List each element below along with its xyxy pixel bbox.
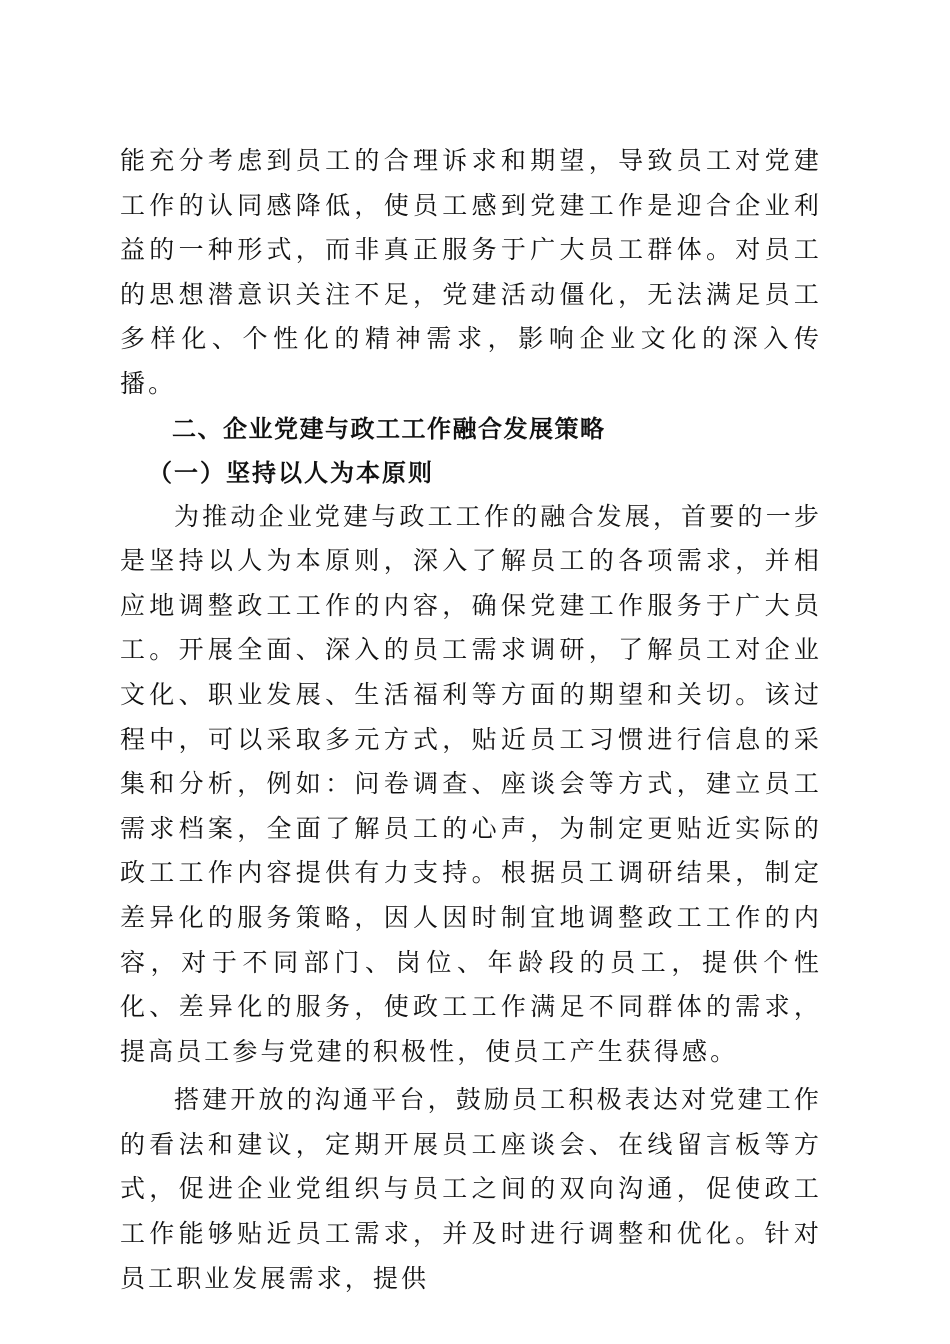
- body-paragraph-continued: 能充分考虑到员工的合理诉求和期望，导致员工对党建工作的认同感降低，使员工感到党建工作是迎合企业利益的一种形式，而非真正服务于广大员工群体。对员工的思想潜意识关注不足，党建活动僵化，无法满足员工多样化、个性化的精神需求，影响企业文化的深入传播。: [120, 146, 822, 398]
- body-paragraph: 为推动企业党建与政工工作的融合发展，首要的一步是坚持以人为本原则，深入了解员工的各项需求，并相应地调整政工工作的内容，确保党建工作服务于广大员工。开展全面、深入的员工需求调研，了解员工对企业文化、职业发展、生活福利等方面的期望和关切。该过程中，可以采取多元方式，贴近员工习惯进行信息的采集和分析，例如：问卷调查、座谈会等方式，建立员工需求档案，全面了解员工的心声，为制定更贴近实际的政工工作内容提供有力支持。根据员工调研结果，制定差异化的服务策略，因人因时制宜地调整政工工作的内容，对于不同部门、岗位、年龄段的员工，提供个性化、差异化的服务，使政工工作满足不同群体的需求，提高员工参与党建的积极性，使员工产生获得感。: [120, 501, 822, 1066]
- subsection-heading: （一）坚持以人为本原则: [148, 457, 434, 487]
- document-page: [120, 139, 822, 1301]
- section-heading: 二、企业党建与政工工作融合发展策略: [172, 414, 606, 443]
- body-paragraph: 搭建开放的沟通平台，鼓励员工积极表达对党建工作的看法和建议，定期开展员工座谈会、在线留言板等方式，促进企业党组织与员工之间的双向沟通，促使政工工作能够贴近员工需求，并及时进行调整和优化。针对员工职业发展需求，提供: [120, 1085, 822, 1293]
